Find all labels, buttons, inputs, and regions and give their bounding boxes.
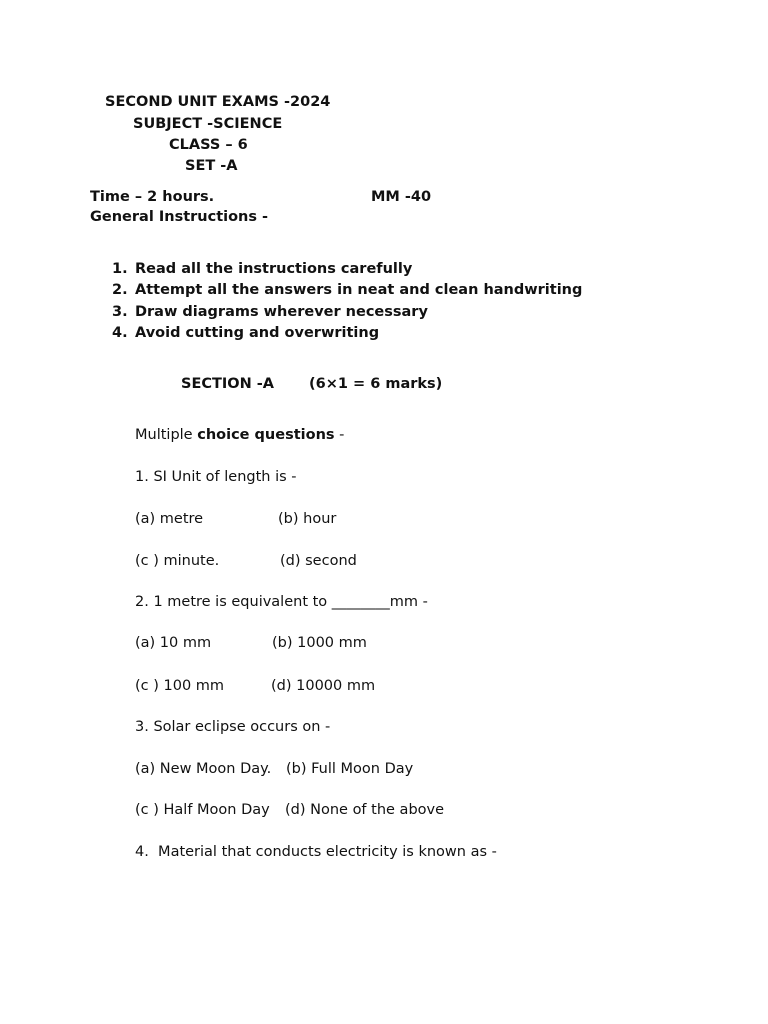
instructions-list	[112, 259, 582, 344]
section-marks: (6×1 = 6 marks)	[309, 376, 443, 392]
option-1d: (d) second	[280, 553, 357, 569]
question-2: 2. 1 metre is equivalent to ________mm -	[135, 594, 428, 610]
max-marks-label: MM -40	[371, 189, 432, 205]
option-3b: (b) Full Moon Day	[286, 761, 414, 777]
list-item-text: Attempt all the answers in neat and clean handwriting	[135, 282, 583, 299]
option-3a: (a) New Moon Day.	[135, 761, 272, 777]
list-item-text: Read all the instructions carefully	[135, 261, 413, 277]
option-1c: (c ) minute.	[135, 553, 220, 569]
mcq-intro-tail: -	[334, 427, 345, 443]
option-1b: (b) hour	[278, 511, 337, 527]
list-item-text: Draw diagrams wherever necessary	[135, 303, 428, 320]
list-item-number: 4.	[112, 324, 128, 341]
list-item	[112, 280, 582, 301]
list-item-number: 1.	[112, 261, 128, 277]
time-label: Time – 2 hours.	[90, 189, 215, 205]
option-1a: (a) metre	[135, 511, 204, 527]
option-2c: (c ) 100 mm	[135, 678, 225, 694]
set-line: SET -A	[185, 158, 238, 174]
option-2d: (d) 10000 mm	[271, 678, 376, 694]
exam-title: SECOND UNIT EXAMS -2024	[105, 94, 331, 110]
subject-line: SUBJECT -SCIENCE	[133, 116, 283, 132]
list-item	[112, 259, 582, 280]
mcq-intro-plain: Multiple	[135, 427, 198, 443]
option-3c: (c ) Half Moon Day	[135, 802, 270, 818]
list-item-number: 2.	[112, 282, 128, 299]
list-item	[112, 302, 582, 323]
mcq-intro	[135, 426, 344, 444]
class-line: CLASS – 6	[169, 137, 248, 153]
section-title: SECTION -A	[181, 376, 275, 392]
list-item-text: Avoid cutting and overwriting	[135, 324, 380, 341]
question-4: 4. Material that conducts electricity is known as -	[135, 844, 497, 860]
question-1: 1. SI Unit of length is -	[135, 469, 297, 485]
list-item-number: 3.	[112, 303, 128, 320]
option-2a: (a) 10 mm	[135, 635, 212, 651]
option-2b: (b) 1000 mm	[272, 635, 367, 651]
question-3: 3. Solar eclipse occurs on -	[135, 719, 331, 735]
list-item	[112, 323, 582, 344]
mcq-intro-bold: choice questions	[197, 427, 335, 443]
instructions-heading: General Instructions -	[90, 209, 269, 225]
option-3d: (d) None of the above	[285, 802, 445, 818]
